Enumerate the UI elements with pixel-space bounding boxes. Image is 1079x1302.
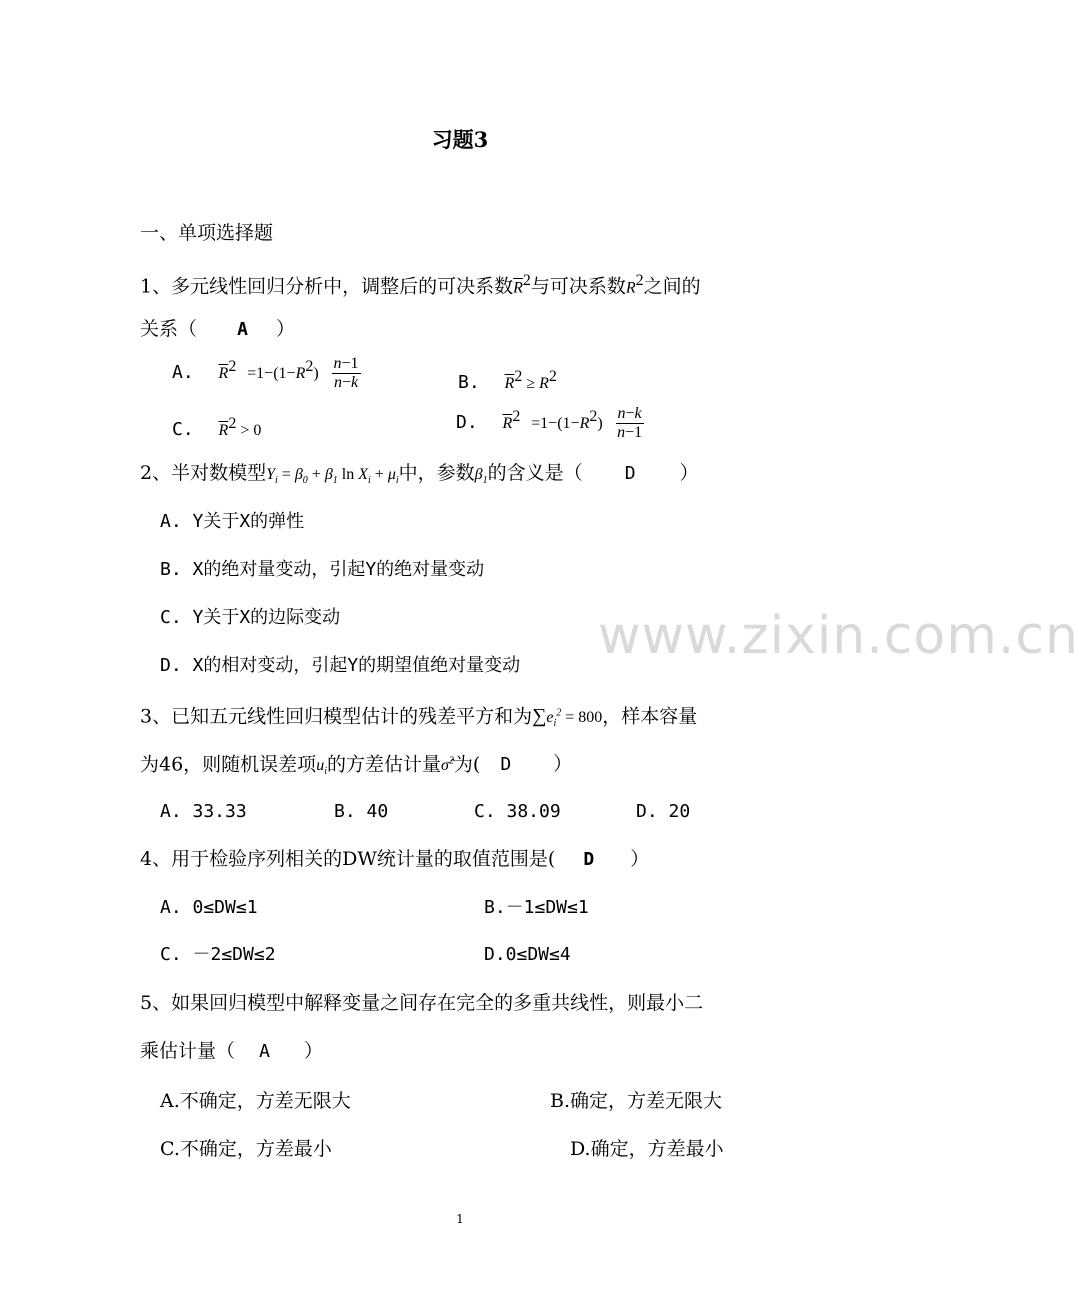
page-number: 1: [456, 1212, 464, 1226]
q1-stem-line1: 1、多元线性回归分析中，调整后的可决系数$\overline{R}^2$与可决系数$R^2$之间的: [140, 272, 701, 298]
q4-stem: [140, 846, 649, 873]
formula-fraction: $\frac{n-1}{n-k}$: [333, 354, 359, 391]
q3-text-d: 的方差估计量: [326, 753, 441, 776]
q1-option-a: A. $\overline{R}^2 =1-(1-R^2)$ $\frac{n-1}{n-k}$: [172, 354, 359, 391]
q5-close: ）: [303, 1040, 323, 1062]
q3-option-d: D. 20: [636, 801, 691, 822]
q4-text: 4、用于检验序列相关的DW统计量的取值范围是(: [140, 848, 556, 870]
q5-option-b: B.确定，方差无限大: [550, 1090, 723, 1112]
q2-close: ）: [679, 462, 699, 484]
q2-option-b: B. X的绝对量变动，引起Y的绝对量变动: [160, 559, 485, 580]
beta1-symbol: $\beta_1$: [474, 466, 488, 487]
q4-option-c: C. －2≤DW≤2: [160, 944, 276, 965]
q2-option-a: A. Y关于X的弹性: [160, 511, 305, 532]
formula-fraction: $\frac{n-k}{n-1}$: [617, 404, 643, 441]
q5-stem-line1: 5、如果回归模型中解释变量之间存在完全的多重共线性，则最小二: [140, 992, 704, 1014]
q3-text-a: 3、已知五元线性回归模型估计的残差平方和为: [140, 705, 533, 728]
r-bar-squared-formula: $\overline{R}$: [513, 279, 523, 297]
q1-close: ）: [275, 318, 295, 340]
q1-text-a: 1、多元线性回归分析中，调整后的可决系数: [140, 275, 514, 298]
q2-stem: [140, 460, 699, 494]
q3-close: ）: [553, 753, 573, 776]
q4-option-d: D.0≤DW≤4: [484, 944, 571, 965]
q2-option-d: D. X的相对变动，引起Y的期望值绝对量变动: [160, 655, 521, 676]
q2-text-b: 中，参数: [398, 462, 475, 484]
q4-answer: D: [583, 849, 595, 870]
q1-option-d: D. $\overline{R}^2 =1-(1-R^2)$ $\frac{n-k}{n-1}$: [456, 404, 643, 441]
q1-text-b: 与可决系数: [530, 275, 626, 298]
q1-text-d: 关系（: [140, 318, 198, 340]
q2-answer: D: [624, 463, 636, 484]
q5-option-d: D.确定，方差最小: [570, 1138, 724, 1160]
r-squared-formula: R: [625, 279, 636, 297]
q5-option-a: A.不确定，方差无限大: [160, 1090, 351, 1112]
q1-answer: A: [237, 319, 248, 340]
q3-option-a: A. 33.33: [160, 801, 247, 822]
q5-option-c: C.不确定，方差最小: [160, 1138, 332, 1160]
q1-option-d-label: D.: [456, 412, 478, 433]
q4-close: ）: [630, 848, 650, 870]
q1-option-a-label: A.: [172, 362, 194, 383]
error-term-symbol: $u_i$: [316, 757, 327, 778]
q5-text-b: 乘估计量（: [140, 1040, 236, 1062]
q3-text-b: ，样本容量: [602, 705, 698, 728]
q3-stem-line1: [140, 701, 697, 738]
q4-option-a: A. 0≤DW≤1: [160, 897, 258, 918]
watermark: www.zixin.com.cn: [598, 606, 1079, 666]
q5-answer: A: [259, 1041, 270, 1062]
section-heading: 一、单项选择题: [140, 222, 274, 244]
sigma-hat-squared-symbol: σ̂$^2$: [440, 756, 454, 775]
q1-option-b-label: B.: [458, 372, 480, 393]
q2-text-c: 的含义是（: [487, 462, 583, 484]
q1-option-b: B. $\overline{R}^2 \ge R^2$: [458, 368, 557, 393]
q1-text-c: 之间的: [643, 275, 701, 298]
q3-option-c: C. 38.09: [474, 801, 561, 822]
q2-option-c: C. Y关于X的边际变动: [160, 607, 341, 628]
q4-option-b: B.－1≤DW≤1: [484, 897, 589, 918]
semi-log-model-formula: $Y_i = \beta_0 + \beta_1$ $\ln X_i + \mu_i$: [266, 466, 399, 487]
q3-option-b: B. 40: [334, 801, 389, 822]
page-title: 习题3: [431, 127, 489, 152]
q3-answer: D: [500, 754, 512, 776]
q1-stem-line2: [140, 316, 295, 343]
q3-text-c: 为46，则随机误差项: [140, 753, 317, 776]
q5-stem-line2: [140, 1038, 323, 1065]
residual-sum-formula: $\sum e_i^2 = 800$: [532, 705, 603, 730]
q1-option-c: C. $\overline{R}^2 > 0$: [172, 415, 262, 440]
q3-stem-line2: [140, 749, 572, 786]
q2-text-a: 2、半对数模型: [140, 462, 267, 484]
q3-text-e: 为(: [453, 753, 481, 776]
q1-option-c-label: C.: [172, 419, 194, 440]
